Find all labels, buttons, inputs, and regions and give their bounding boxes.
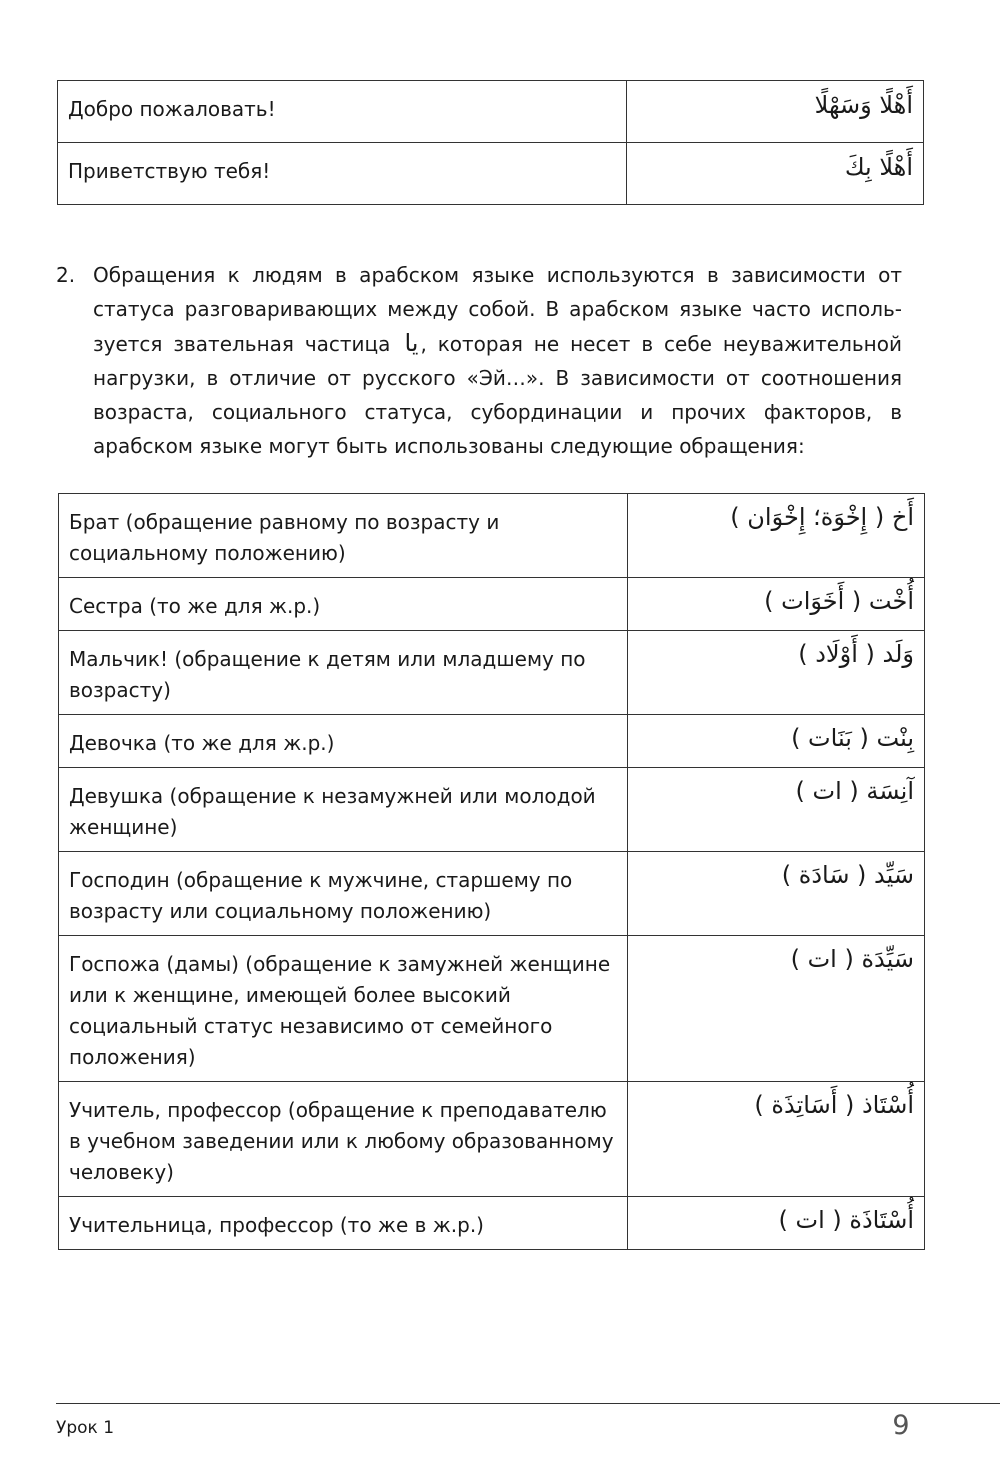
paragraph-text — [93, 258, 902, 463]
arabic-cell: آنِسَة ( ات ) — [628, 768, 925, 852]
arabic-cell: أُسْتَاذ ( أَسَاتِذَة ) — [628, 1082, 925, 1197]
footer-divider — [56, 1403, 1000, 1404]
russian-cell: Сестра (то же для ж.р.) — [59, 578, 628, 631]
paragraph-text-part2: , которая не несет в себе неуважительной нагрузки, в отличие от русского «Эй…». В зависимости от соотношения возраста, социального статуса, субординации и прочих факторов, в арабском языке могут быть использованы следующие обращения: — [93, 332, 902, 458]
table-row — [59, 936, 925, 1082]
table-row — [59, 494, 925, 578]
arabic-cell: بِنْت ( بَنَات ) — [628, 715, 925, 768]
russian-cell: Мальчик! (обращение к детям или младшему по возрасту) — [59, 631, 628, 715]
russian-cell: Учитель, профессор (обращение к преподавателю в учебном заведении или к любому образованному человеку) — [59, 1082, 628, 1197]
russian-cell: Учительница, профессор (то же в ж.р.) — [59, 1197, 628, 1250]
footer-lesson-label: Урок 1 — [56, 1418, 115, 1438]
page-number: 9 — [892, 1410, 910, 1441]
addresses-table — [58, 493, 925, 1250]
russian-cell: Добро пожаловать! — [58, 81, 627, 143]
russian-cell: Приветствую тебя! — [58, 143, 627, 205]
table-row — [58, 143, 924, 205]
russian-cell: Брат (обращение равному по возрасту и социальному положению) — [59, 494, 628, 578]
paragraph-text-part1: Обращения к людям в арабском языке используются в зависимости от статуса разговаривающих между собой. В арабском языке часто используется звательная частица — [93, 263, 902, 356]
arabic-cell: سَيِّد ( سَادَة ) — [628, 852, 925, 936]
arabic-cell: أَهْلًا بِكَ — [627, 143, 924, 205]
russian-cell: Господин (обращение к мужчине, старшему по возрасту или социальному положению) — [59, 852, 628, 936]
table-row — [59, 578, 925, 631]
arabic-cell: أَهْلًا وَسَهْلًا — [627, 81, 924, 143]
arabic-cell: أُخْت ( أَخَوَات ) — [628, 578, 925, 631]
russian-cell: Девушка (обращение к незамужней или молодой женщине) — [59, 768, 628, 852]
table-row — [59, 1082, 925, 1197]
arabic-cell: أَخ ( إِخْوَة؛ إِخْوَان ) — [628, 494, 925, 578]
table-row — [58, 81, 924, 143]
table-row — [59, 715, 925, 768]
table-row — [59, 1197, 925, 1250]
russian-cell: Девочка (то же для ж.р.) — [59, 715, 628, 768]
russian-cell: Госпожа (дамы) (обращение к замужней женщине или к женщине, имеющей более высокий социальный статус независимо от семейного положения) — [59, 936, 628, 1082]
arabic-cell: أُسْتَاذَة ( ات ) — [628, 1197, 925, 1250]
greetings-table — [57, 80, 924, 205]
table-row — [59, 768, 925, 852]
arabic-cell: وَلَد ( أَوْلَاد ) — [628, 631, 925, 715]
numbered-paragraph — [56, 258, 902, 463]
paragraph-number: 2. — [56, 263, 76, 287]
arabic-cell: سَيِّدَة ( ات ) — [628, 936, 925, 1082]
table-row — [59, 631, 925, 715]
vocative-particle: يا — [404, 329, 419, 357]
table-row — [59, 852, 925, 936]
